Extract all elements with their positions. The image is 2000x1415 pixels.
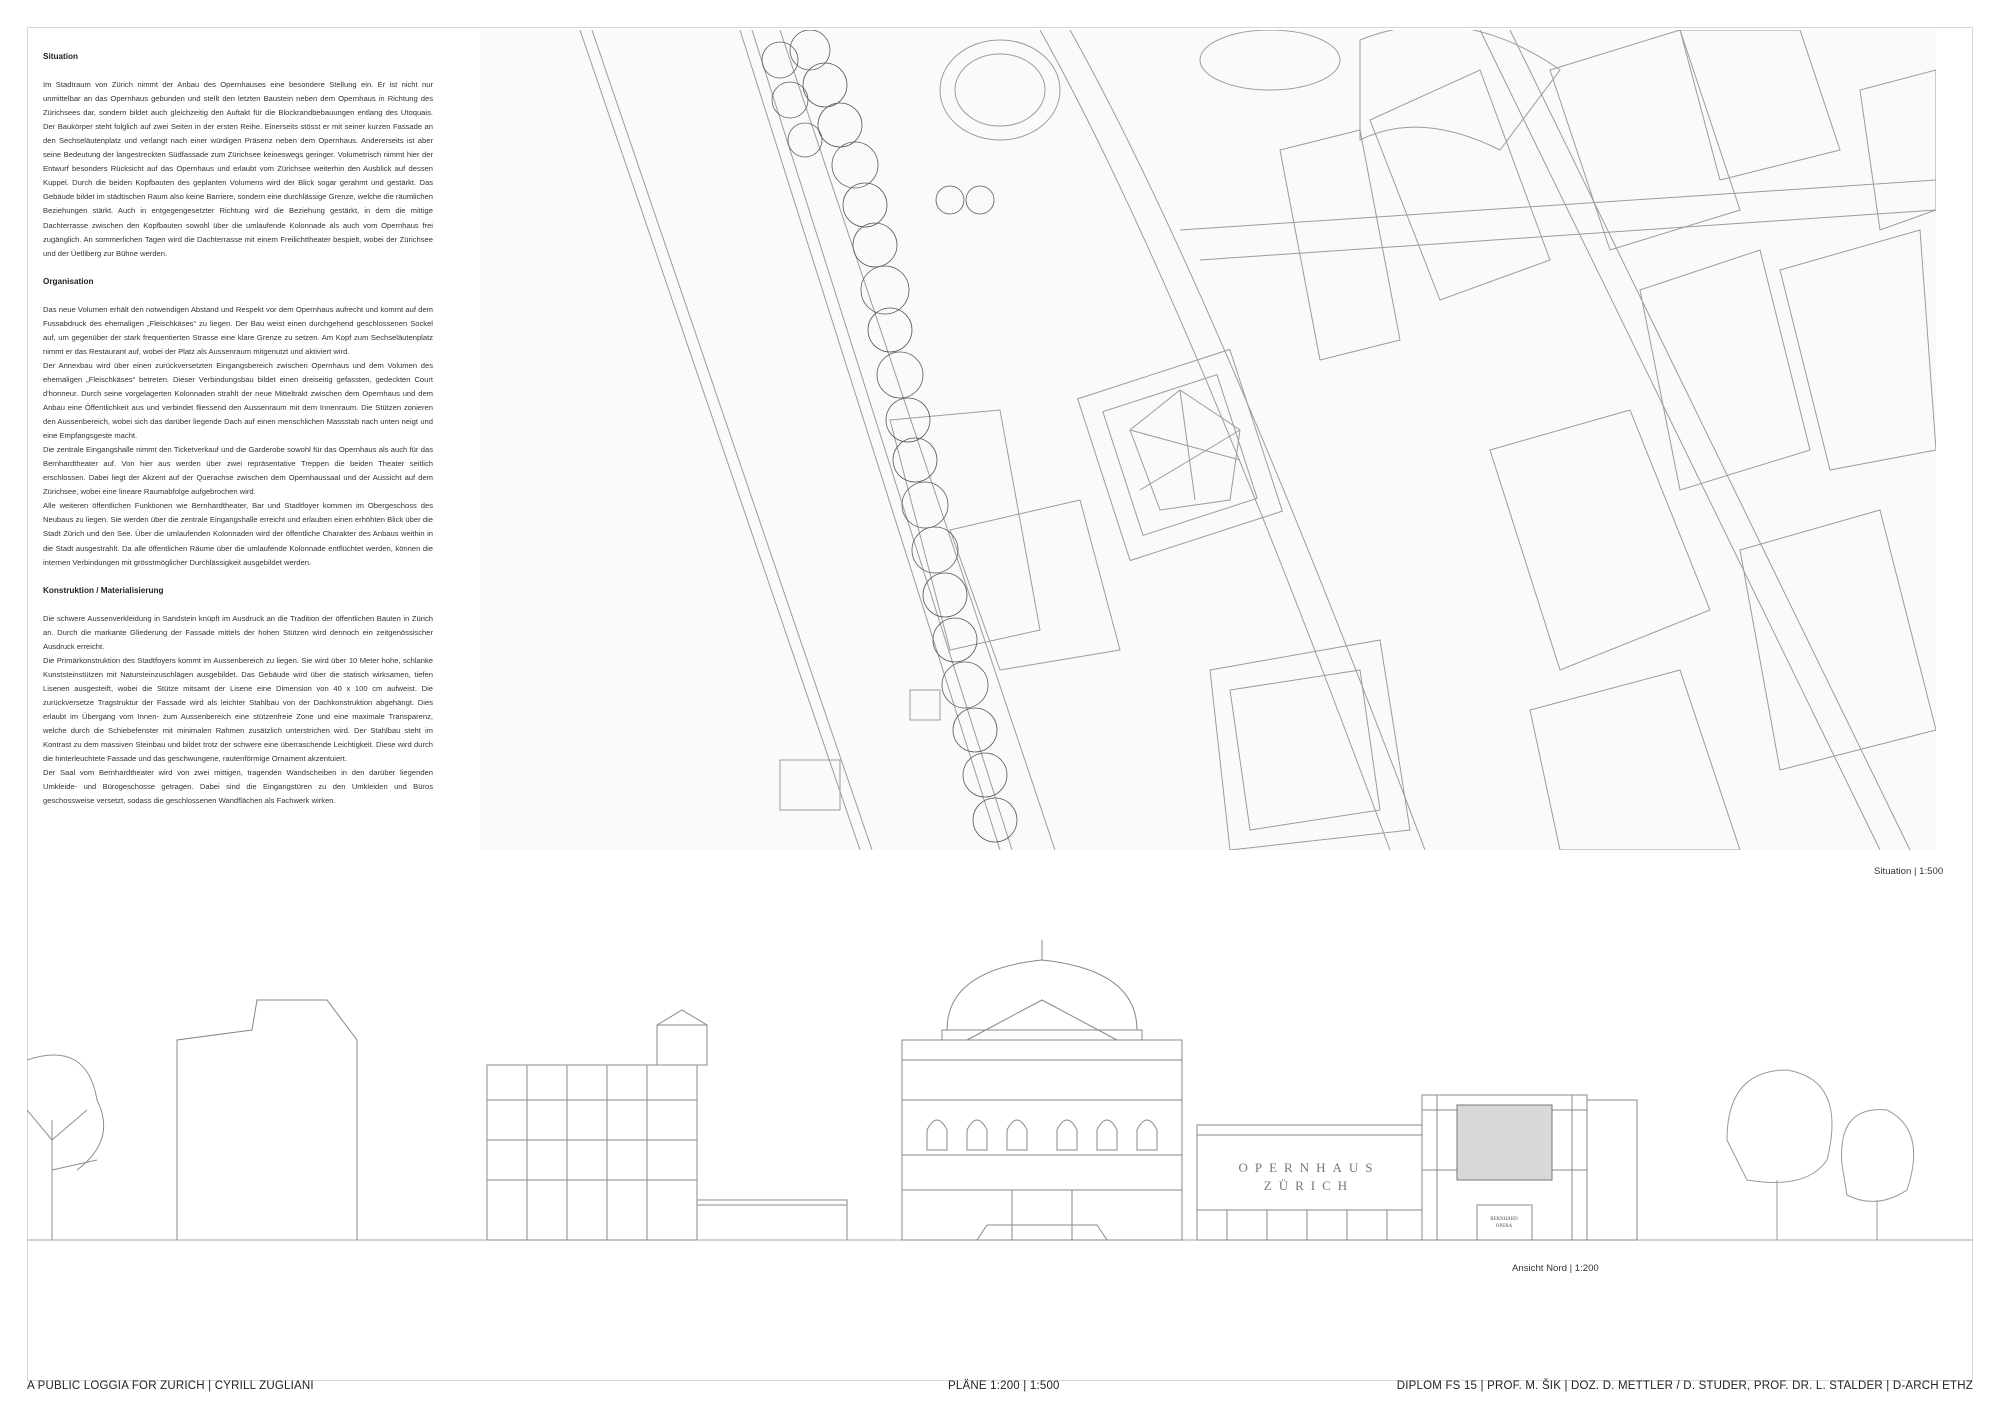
paragraph-konstruktion-1: Die schwere Aussenverkleidung in Sandstein knüpft im Ausdruck an die Tradition der öffentlichen Bauten in Zürich an. Durch die markante Gliederung der Fassade mittels der hohen Stützen wird dennoch ein zeitgenössischer Ausdruck erreicht. bbox=[43, 613, 433, 651]
footer-left: A PUBLIC LOGGIA FOR ZURICH | CYRILL ZUGLIANI bbox=[27, 1380, 314, 1392]
tree-row bbox=[762, 30, 1017, 842]
site-plan-caption: Situation | 1:500 bbox=[1874, 866, 1944, 877]
footer-center: PLÄNE 1:200 | 1:500 bbox=[948, 1380, 1060, 1392]
project-description bbox=[43, 50, 433, 808]
section-heading-situation: Situation bbox=[43, 52, 79, 61]
paragraph-organisation-3: Die zentrale Eingangshalle nimmt den Ticketverkauf und die Garderobe sowohl für das Opernhaus als auch für das Bernhardtheater auf. Von hier aus werden über zwei repräsentative Treppen die beiden Theater seitlich erschlossen. Dabei liegt der Akzent auf der Querachse zwischen dem Opernhaussaal und der Aussicht auf dem Zürichsee, wobei eine lineare Raumabfolge aufgebrochen wird. bbox=[43, 445, 433, 497]
section-heading-organisation: Organisation bbox=[43, 276, 94, 286]
right-trees bbox=[1727, 1070, 1914, 1240]
opernhaus-sign-line2: ZÜRICH bbox=[1263, 1178, 1355, 1193]
paragraph-organisation-4: Alle weiteren öffentlichen Funktionen wie Bernhardtheater, Bar und Stadtfoyer kommen im Obergeschoss des Neubaus zu liegen. Sie werden über die zentrale Eingangshalle erreicht und erlauben einen erhöhten Blick über die Stadt Zürich und den See. Über die umlaufenden Kolonnaden wird der öffentliche Charakter des Anbaus weithin in die Stadt ausgestrahlt. Da alle öffentlichen Räume über die umlaufende Kolonnade entflüchtet werden, können die internen Verbindungen mit grösstmöglicher Durchlässigkeit ausgebildet werden. bbox=[43, 501, 433, 567]
annex-sign-line2: OPERA bbox=[1495, 1224, 1513, 1229]
elevation-drawing bbox=[27, 940, 1973, 1280]
annex-sign-line1: BERNHARD bbox=[1490, 1217, 1518, 1222]
opernhaus-sign-line1: OPERNHAUS bbox=[1238, 1160, 1380, 1175]
annex-elevation bbox=[1422, 1095, 1637, 1240]
elevation-caption: Ansicht Nord | 1:200 bbox=[1512, 1263, 1599, 1274]
section-heading-konstruktion: Konstruktion / Materialisierung bbox=[43, 585, 164, 595]
site-plan-drawing bbox=[480, 30, 1936, 850]
opera-house-elevation bbox=[902, 940, 1182, 1240]
paragraph-konstruktion-3: Der Saal vom Bernhardtheater wird von zwei mittigen, tragenden Wandscheiben in den darüber liegenden Umkleide- und Bürogeschosse getragen. Dabei sind die Eingangstüren zu den Umkleiden und Büros geschossweise versetzt, sodass die geschlossenen Wandflächen als Fachwerk wirken. bbox=[43, 768, 433, 806]
paragraph-organisation-1: Das neue Volumen erhält den notwendigen Abstand und Respekt vor dem Opernhaus aufrecht und kommt auf dem Fussabdruck des ehemaligen „Fleischkäses“ zu liegen. Der Bau weist einen durchgehend geschlossenen Sockel auf, um gegenüber der stark frequentierten Strasse eine klare Grenze zu setzen. Am Kopf zum Sechseläutenplatz nimmt er das Restaurant auf, wobei der Platz als Aussenraum mitgenutzt und aktiviert wird. bbox=[43, 304, 433, 356]
north-elevation bbox=[27, 940, 1973, 1280]
footer-right: DIPLOM FS 15 | PROF. M. ŠIK | DOZ. D. METTLER / D. STUDER, PROF. DR. L. STALDER | D-ARCH ETHZ bbox=[1396, 1380, 1973, 1392]
paragraph-konstruktion-2: Die Primärkonstruktion des Stadtfoyers kommt im Aussenbereich zu liegen. Sie wird über 10 Meter hohe, schlanke Kunststeinstützen mit Natursteinzuschlägen ausgebildet. Das Gebäude wird über die statisch wirksamen, tiefen Lisenen ausgesteift, wobei die Stütze mitsamt der Lisene eine Dimension von 40 x 100 cm aufweist. Die zurückversetze Tragstruktur der Fassade wird als leichter Stahlbau von der Dachkonstruktion abgehängt. Dies erlaubt im Übergang vom Innen- zum Aussenbereich eine stützenfreie Zone und eine maximale Transparenz, welche durch die Schiebefenster mit minimalen Rahmen zusätzlich unterstrichen wird. Der Stahlbau steht im Kontrast zu dem massiven Steinbau und bildet trotz der schwere eine überraschende Leichtigkeit. Diese wird durch die hinterleuchtete Fassade und das geschwungene, rautenförmige Ornament akzentuiert. bbox=[43, 655, 433, 764]
paragraph-organisation-2: Der Annexbau wird über einen zurückversetzten Eingangsbereich zwischen Opernhaus und dem Volumen des ehemaligen „Fleischkäses“ betreten. Dieser Verbindungsbau bildet einen dreiseitig gefassten, gedeckten Court d'honneur. Durch seine vorgelagerten Kolonnaden strahlt der neue Mitteltrakt zwischen dem Opernhaus und dem Anbau eine Öffentlichkeit aus und verbindet fliessend den Aussenraum mit dem Innenraum. Die Stützen zonieren den Aussenbereich, wobei sich das darüber liegende Dach auf einen menschlichen Massstab nach unten neigt und eine Empfangsgeste macht. bbox=[43, 360, 433, 441]
site-plan bbox=[480, 30, 1936, 850]
left-tree bbox=[27, 1055, 104, 1240]
paragraph-situation: Im Stadtraum von Zürich nimmt der Anbau des Opernhauses eine besondere Stellung ein. Er ist nicht nur unmittelbar an das Opernhaus gebunden und stellt den letzten Baustein neben dem Opernhaus in Richtung des Zürichsees dar, sondern bildet auch gleichzeitig den Auftakt für die Blockrandbebauungen entlang des Utoquais. Der Baukörper steht folglich auf zwei Seiten in der ersten Reihe. Einerseits stösst er mit seiner kurzen Fassade an den Sechseläutenplatz und verlangt nach einer würdigen Präsenz neben dem Opernhaus. Andererseits ist aber seine Bedeutung der langestreckten Südfassade zum Zürichsee keineswegs geringer. Volumetrisch nimmt hier der Entwurf besonders Rücksicht auf das Opernhaus und erlaubt vom Zürichsee weiterhin den Ausblick auf dessen Kuppel. Durch die beiden Kopfbauten des geplanten Volumens wird der Blick sogar gerahmt und gestärkt. Das Gebäude bildet im städtischen Raum also keine Barriere, sondern eine durchlässige Grenze, welche die räumlichen Beziehungen stärkt. Auch in entgegengesetzter Richtung wird die Beziehung gestärkt, in dem die mittige Dachterrasse zwischen den Kopfbauten sowohl über die umlaufende Kolonnade als auch vom Opernhaus frei zugänglich. An sommerlichen Tagen wird die Dachterrasse mit einem Freilichttheater bespielt, wobei der Zürichsee und der Üetliberg zur Bühne werden. bbox=[43, 80, 433, 258]
